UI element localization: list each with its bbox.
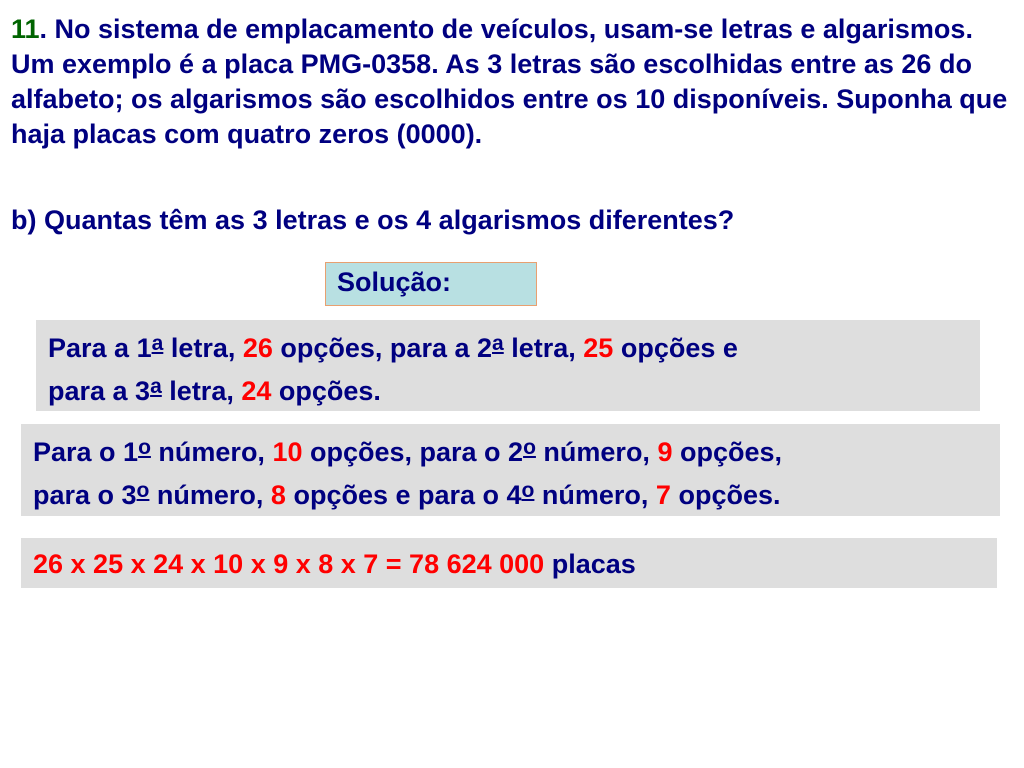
numbers-options-box [21,424,1000,516]
ordinal-indicator: o [138,435,151,459]
letters-line-1 [48,328,980,371]
text-fragment: opções e para o 4 [285,480,522,510]
option-count: 25 [583,333,614,363]
result-unit: placas [544,549,636,579]
option-count: 26 [242,333,273,363]
option-count: 9 [657,437,673,467]
solution-label: Solução: [325,262,537,306]
text-fragment: opções, para a 2 [272,333,493,363]
text-fragment: opções, para o 2 [302,437,524,467]
problem-text: . No sistema de emplacamento de veículos, usam-se letras e algarismos. Um exemplo é a placa PMG-0358. As 3 letras são escolhidas entre as 26 do alfabeto; os algarismos são escolhidos entre os 10 disponíveis. Suponha que haja placas com quatro zeros (0000). [11,14,1008,149]
text-fragment: Para o 1 [33,437,139,467]
text-fragment: número, [150,437,273,467]
letters-line-2 [48,371,980,414]
result-expression: 26 x 25 x 24 x 10 x 9 x 8 x 7 = 78 624 000 [33,549,545,579]
ordinal-indicator: o [521,478,535,502]
option-count: 7 [655,480,671,510]
text-fragment: número, [535,437,658,467]
result-box [21,538,997,588]
text-fragment: para o 3 [33,480,137,510]
ordinal-indicator: a [150,374,162,398]
text-fragment: letra, [163,333,243,363]
ordinal-indicator: o [523,435,536,459]
problem-number: 11 [11,14,40,44]
text-fragment: número, [149,480,271,510]
text-fragment: letra, [503,333,584,363]
text-fragment: para a 3 [48,376,151,406]
problem-statement [11,12,1017,152]
text-fragment: número, [534,480,656,510]
numbers-line-2 [33,475,1000,518]
option-count: 10 [272,437,303,467]
ordinal-indicator: a [492,331,504,355]
text-fragment: opções e [613,333,738,363]
ordinal-indicator: a [151,331,164,355]
option-count: 24 [241,376,272,406]
option-count: 8 [270,480,286,510]
text-fragment: opções. [670,480,781,510]
letters-options-box [36,320,980,411]
result-line [33,544,997,584]
text-fragment: opções. [271,376,381,406]
text-fragment: opções, [672,437,782,467]
question-b: b) Quantas têm as 3 letras e os 4 algarismos diferentes? [11,205,735,235]
text-fragment: letra, [161,376,242,406]
ordinal-indicator: o [136,478,150,502]
numbers-line-1 [33,432,1000,475]
text-fragment: Para a 1 [48,333,152,363]
